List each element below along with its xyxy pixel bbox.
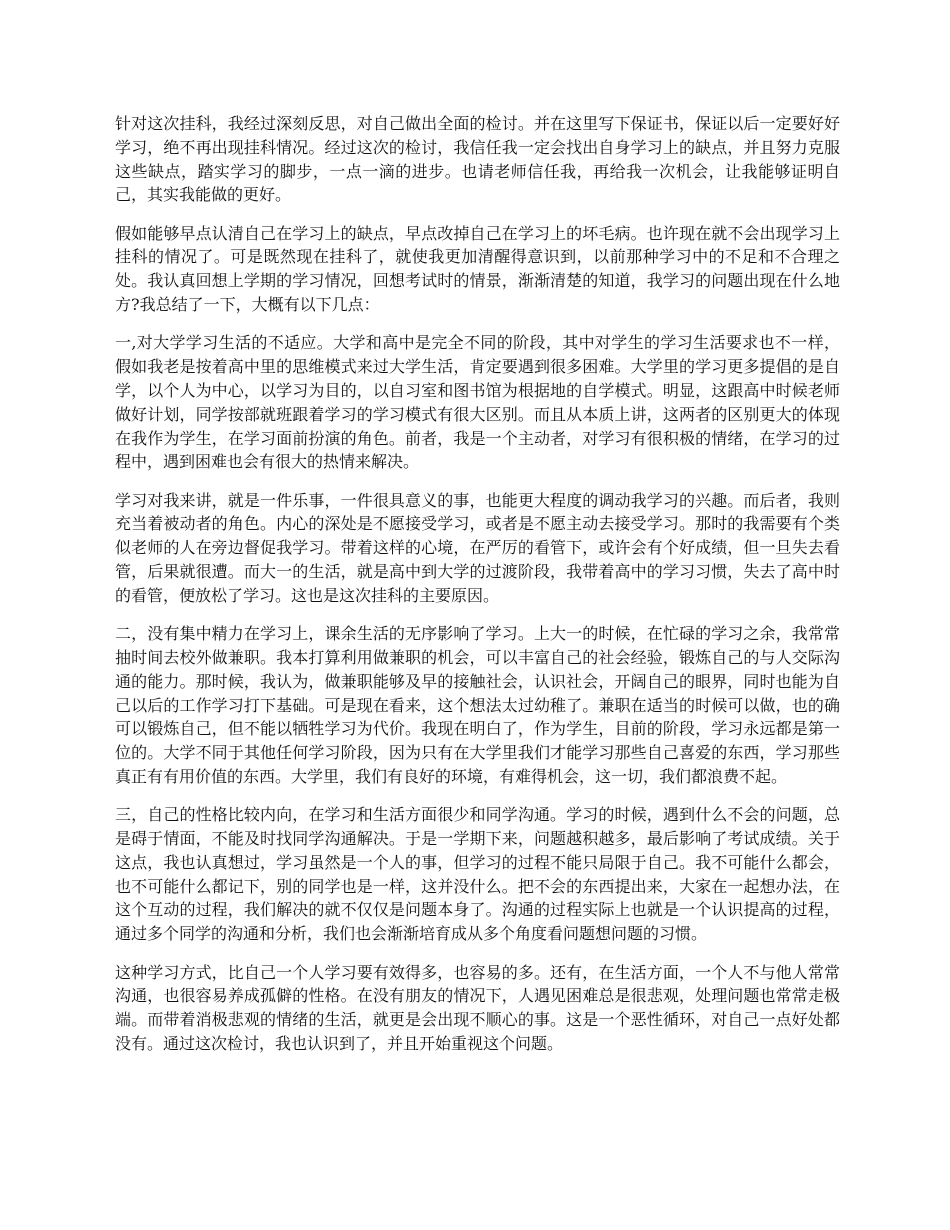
paragraph-4: 学习对我来讲，就是一件乐事，一件很具意义的事，也能更大程度的调动我学习的兴趣。而后者，我则充当着被动者的角色。内心的深处是不愿接受学习，或者是不愿主动去接受学习。那时的我需要有个类似老师的人在旁边督促我学习。带着这样的心境，在严厉的看管下，或许会有个好成绩，但一旦失去看管，后果就很遭。而大一的生活，就是高中到大学的过渡阶段，我带着高中的学习习惯，失去了高中时的看管，便放松了学习。这也是这次挂科的主要原因。 xyxy=(115,490,840,605)
paragraph-6: 三，自己的性格比较内向，在学习和生活方面很少和同学沟通。学习的时候，遇到什么不会的问题，总是碍于情面，不能及时找同学沟通解决。于是一学期下来，问题越积越多，最后影响了考试成绩。关于这点，我也认真想过，学习虽然是一个人的事，但学习的过程不能只局限于自己。我不可能什么都会，也不可能什么都记下，别的同学也是一样，这并没什么。把不会的东西提出来，大家在一起想办法，在这个互动的过程，我们解决的就不仅仅是问题本身了。沟通的过程实际上也就是一个认识提高的过程，通过多个同学的沟通和分析，我们也会渐渐培育成从多个角度看问题想问题的习惯。 xyxy=(115,805,840,944)
paragraph-5: 二，没有集中精力在学习上，课余生活的无序影响了学习。上大一的时候，在忙碌的学习之余，我常常抽时间去校外做兼职。我本打算利用做兼职的机会，可以丰富自己的社会经验，锻炼自己的与人交际沟通的能力。那时候，我认为，做兼职能够及早的接触社会，认识社会，开阔自己的眼界，同时也能为自己以后的工作学习打下基础。可是现在看来，这个想法太过幼稚了。兼职在适当的时候可以做，也的确可以锻炼自己，但不能以牺牲学习为代价。我现在明白了，作为学生，目前的阶段，学习永远都是第一位的。大学不同于其他任何学习阶段，因为只有在大学里我们才能学习那些自己喜爱的东西，学习那些真正有有用价值的东西。大学里，我们有良好的环境，有难得机会，这一切，我们都浪费不起。 xyxy=(115,624,840,786)
paragraph-2: 假如能够早点认清自己在学习上的缺点，早点改掉自己在学习上的坏毛病。也许现在就不会出现学习上挂科的情况了。可是既然现在挂科了，就使我更加清醒得意识到，以前那种学习中的不足和不合理之处。我认真回想上学期的学习情况，回想考试时的情景，渐渐清楚的知道，我学习的问题出现在什么地方?我总结了一下，大概有以下几点： xyxy=(115,223,840,315)
paragraph-3: 一,对大学学习生活的不适应。大学和高中是完全不同的阶段，其中对学生的学习生活要求也不一样，假如我老是按着高中里的思维模式来过大学生活，肯定要遇到很多困难。大学里的学习更多提倡的是自学，以个人为中心，以学习为目的，以自习室和图书馆为根据地的自学模式。明显，这跟高中时候老师做好计划，同学按部就班跟着学习的学习模式有很大区别。而且从本质上讲，这两者的区别更大的体现在我作为学生，在学习面前扮演的角色。前者，我是一个主动者，对学习有很积极的情绪，在学习的过程中，遇到困难也会有很大的热情来解决。 xyxy=(115,333,840,472)
paragraph-1: 针对这次挂科，我经过深刻反思，对自己做出全面的检讨。并在这里写下保证书，保证以后一定要好好学习，绝不再出现挂科情况。经过这次的检讨，我信任我一定会找出自身学习上的缺点，并且努力克服这些缺点，踏实学习的脚步，一点一滴的进步。也请老师信任我，再给我一次机会，让我能够证明自己，其实我能做的更好。 xyxy=(115,114,840,205)
paragraph-7: 这种学习方式，比自己一个人学习要有效得多，也容易的多。还有，在生活方面，一个人不与他人常常沟通，也很容易养成孤僻的性格。在没有朋友的情况下，人遇见困难总是很悲观，处理问题也常常走极端。而带着消极悲观的情绪的生活，就更是会出现不顺心的事。这是一个恶性循环，对自己一点好处都没有。通过这次检讨，我也认识到了，并且开始重视这个问题。 xyxy=(115,962,840,1053)
document-body xyxy=(115,112,840,1070)
